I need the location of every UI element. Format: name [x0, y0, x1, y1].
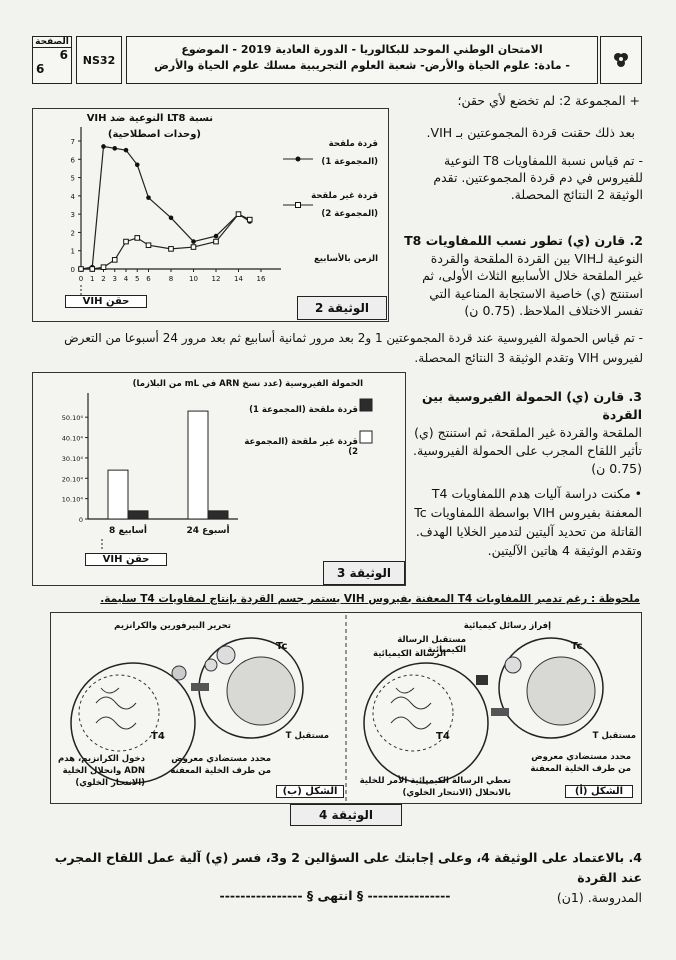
tcr-contact-a [491, 708, 509, 716]
b-antigen-line1: محدد مستضادي معروض [171, 754, 271, 764]
b-enter-line2: ADN وانحلال الخلية [62, 766, 145, 776]
a-chem-label: الرسالة الكيميائية [373, 649, 446, 659]
y-tick-label: 6 [70, 156, 75, 165]
page-num: 6 [59, 48, 68, 62]
question-2 [398, 232, 643, 320]
y-tick-label: 0 [70, 266, 75, 274]
header-line1: الامتحان الوطني الموحد للبكالوريا - الدورة العادية 2019 - الموضوع [181, 43, 543, 56]
document-4 [50, 612, 642, 804]
tc-nucleus-a [527, 657, 595, 725]
dna-strands-a [391, 688, 431, 729]
a-antigen-line2: من طرف الخلية المعفنة [530, 764, 631, 774]
q2-line4: استنتج (ي) خاصية الاستجابة المناعية التي [429, 285, 643, 301]
b-enter-label [53, 753, 145, 789]
mech-line2: المعفنة بفيروس VIH بواسطة اللمفاويات Tc [414, 505, 642, 520]
y-tick-label: 0 [78, 516, 83, 524]
bar-g2 [108, 470, 128, 519]
point-g1 [214, 234, 219, 239]
header-line2: - مادة: علوم الحياة والأرض- شعبة العلوم التجريبية مسلك علوم الحياة والأرض [154, 59, 570, 72]
legend-box-g2 [360, 431, 372, 443]
a-antigen-label [501, 751, 631, 775]
a-give-line1: تعطي الرسالة الكيميائية الأمر للخلية [359, 776, 511, 786]
y-tick-label: 7 [70, 138, 75, 146]
q2-line3: غير الملقحة خلال الأسابيع الثلاث الأولى، ثم [422, 268, 643, 283]
bar-g1 [208, 511, 228, 519]
granule-b2 [205, 659, 217, 671]
doc2-ylabel1: نسبة LT8 النوعية ضد VIH [86, 113, 213, 124]
viral-load-line1: - تم قياس الحمولة الفيروسية عند قردة المجموعتين 1 و2 بعد مرور ثمانية أسابيع ثم بعد مرور 24 أسبوعا من التعرض [64, 331, 643, 345]
q2-line5: تفسر الاختلاف الملاحظ. (0.75 ن) [464, 303, 643, 318]
point-g1 [135, 162, 140, 167]
mechanism-text [410, 484, 642, 560]
fig-b-label: الشكل (ب) [276, 785, 344, 798]
x-tick-label: 2 [101, 275, 106, 283]
point-g2 [214, 239, 219, 244]
x-tick-label: 5 [135, 275, 140, 283]
a-secrete-label: إفراز رسائل كيميائية [463, 621, 551, 631]
bar-g1 [128, 511, 148, 519]
doc2-label: الوثيقة 2 [297, 296, 387, 320]
b-release-label: تحرير البيرفورين والكرانزيم [114, 621, 231, 631]
q3-line3: تأثير اللقاح المجرب على الحمولة الفيروسية. [413, 443, 642, 458]
granule-b1 [217, 646, 235, 664]
x-tick-label: 12 [211, 275, 221, 283]
y-tick-label: 2 [70, 229, 75, 238]
a-antigen-line1: محدد مستضادي معروض [531, 752, 631, 762]
end-text: ---------------- § انتهى § ---------------- [219, 888, 451, 903]
x-tick-label: 0 [78, 275, 84, 283]
document-2 [32, 108, 389, 322]
series-line-1 [81, 146, 250, 269]
q3-line1: 3. قارن (ي) الحمولة الفيروسية بين القردة [422, 389, 642, 422]
point-g2 [191, 245, 196, 250]
point-g1 [169, 216, 174, 221]
doc3-injection: حقن VIH [85, 553, 167, 566]
x-tick-label: 1 [90, 275, 95, 283]
b-enter-line1: دخول الكرانزيم، هدم [58, 754, 145, 764]
point-g1 [112, 146, 117, 151]
doc2-injection: حقن VIH [65, 295, 147, 308]
y-tick-label: 10.10⁴ [61, 495, 83, 504]
page-label: الصفحة [33, 37, 71, 48]
doc3-legend-g2: قردة غير ملقحة (المجموعة 2) [244, 437, 358, 457]
q3-line2: الملقحة والقردة غير الملقحة، ثم استنتج (ي) [414, 425, 642, 440]
note-text: ملحوظة : رغم تدمير اللمفاويات T4 المعفنة بفيروس VIH يستمر جسم القردة بإنتاج لمفاويات T4 سليمة. [100, 593, 640, 605]
point-g1 [101, 144, 106, 149]
b-antigen-line2: من طرف الخلية المعفنة [170, 766, 271, 776]
header-title-box [126, 36, 598, 84]
t4-cell-a [364, 663, 488, 783]
b-antigen-label [161, 753, 271, 777]
x-tick-label: 3 [112, 275, 117, 283]
point-g2 [247, 217, 252, 222]
point-g2 [79, 267, 84, 272]
point-g2 [90, 267, 95, 272]
doc4-tc-b: Tc [276, 641, 288, 652]
doc3-label: الوثيقة 3 [323, 561, 405, 585]
mech-line1: • مكنت دراسة آليات هدم اللمفاويات T4 [431, 486, 642, 501]
point-g2 [124, 239, 129, 244]
point-g1 [146, 195, 151, 200]
a-chem-rec-label: مستقبل الرسالة الكيميائية [397, 635, 466, 655]
doc3-legend-g1: قردة ملقحة (المجموعة 1) [249, 405, 358, 415]
viral-load-line2: لفيروس VIH وتقدم الوثيقة 3 النتائج المحصلة. [414, 351, 643, 365]
point-g2 [236, 212, 241, 217]
x-tick-label: 16 [256, 275, 266, 283]
q2-line2: النوعية لـVIH بين القردة الملقحة والقردة [430, 250, 643, 266]
x-tick-label: 14 [234, 275, 243, 283]
exam-code-box [76, 36, 122, 84]
tcr-contact-b [191, 683, 209, 691]
chem-message-a [505, 657, 521, 673]
page-total: 6 [36, 62, 45, 76]
legend-box-g1 [360, 399, 372, 411]
point-g2 [112, 258, 117, 263]
x-tick-label: 10 [189, 275, 198, 283]
point-g2 [135, 236, 140, 241]
document-3 [32, 372, 406, 586]
doc4-t4-a: T4 [436, 731, 450, 742]
y-tick-label: 50.10⁴ [61, 414, 83, 423]
y-tick-label: 20.10⁴ [61, 475, 83, 484]
doc4-t4-b: T4 [151, 731, 165, 742]
y-tick-label: 40.10⁴ [61, 434, 83, 443]
tc-nucleus-b [227, 657, 295, 725]
doc4-label: الوثيقة 4 [290, 804, 402, 826]
q4-line2: المدروسة. (1ن) [556, 890, 642, 905]
doc4-tc-a: Tc [571, 641, 583, 652]
q3-line4: (0.75 ن) [591, 461, 642, 476]
b-enter-line3: (الانتحار الخلوي) [75, 778, 145, 788]
emblem-icon [610, 49, 632, 71]
t4-nucleus-b [79, 675, 159, 751]
dna-strands-b [96, 688, 136, 729]
series-line-2 [81, 214, 250, 269]
doc2-legend-g1: قردة ملقحة [328, 139, 378, 149]
q4-line1: 4. بالاعتماد على الوثيقة 4، وعلى إجابتك على السؤالين 2 و3، فسر (ي) آلية عمل اللقاح المجرب عند القردة [54, 850, 642, 885]
bar-g2 [188, 411, 208, 519]
category-label: 8 أسابيع [109, 526, 147, 536]
x-tick-label: 8 [168, 275, 174, 283]
doc2-legend-g2b: (المجموعة 2) [321, 209, 378, 219]
doc2-xlabel: الزمن بالأسابيع [314, 254, 378, 264]
y-tick-label: 4 [70, 192, 75, 201]
doc2-legend-g2: قردة غير ملقحة [311, 191, 378, 201]
emblem-box [600, 36, 642, 84]
mech-line4: وتقدم الوثيقة 4 هاتين الآليتين. [487, 543, 642, 558]
question-3 [410, 388, 642, 478]
group2-text: + المجموعة 2: لم تخضع لأي حقن؛ [457, 93, 640, 108]
category-label: 24 أسبوع [186, 526, 230, 536]
point-g2 [146, 243, 151, 248]
doc2-ylabel2: (وحدات اصطلاحية) [107, 129, 201, 140]
doc2-legend-g1b: (المجموعة 1) [321, 157, 378, 167]
y-tick-label: 1 [70, 247, 75, 256]
x-tick-label: 6 [146, 275, 151, 283]
perforin-pore-b [172, 666, 186, 680]
x-tick-label: 4 [123, 275, 129, 283]
y-tick-label: 5 [70, 174, 75, 183]
measure-t8-text: - تم قياس نسبة اللمفاويات T8 النوعية للفيروس في دم قردة المجموعتين. تقدم الوثيقة 2 النتائج المحصلة. [433, 153, 643, 202]
doc3-title: الحمولة الفيروسية (عدد نسخ ARN في mL من البلازما) [132, 379, 363, 389]
point-g1 [124, 148, 129, 153]
b-receptor-label: مستقبل T [285, 731, 329, 741]
legend-marker-g2 [296, 203, 301, 208]
exam-code: NS32 [82, 53, 116, 67]
mech-line3: القاتلة من تحديد آليتين لتدمير الخلايا الهدف. [415, 524, 642, 539]
fig-a-label: الشكل (أ) [565, 785, 633, 798]
y-tick-label: 3 [70, 211, 75, 220]
a-give-label [351, 775, 511, 799]
point-g2 [169, 247, 174, 252]
chem-receptor-a [476, 675, 488, 685]
point-g1 [191, 239, 196, 244]
after-injection-text: بعد ذلك حقنت قردة المجموعتين بـ VIH. [426, 125, 635, 140]
point-g2 [101, 265, 106, 270]
a-give-line2: بالانحلال (الانتحار الخلوي) [402, 788, 511, 798]
q2-line1: 2. قارن (ي) تطور نسب اللمفاويات T8 [404, 233, 643, 248]
a-receptor-label: مستقبل T [592, 731, 636, 741]
y-tick-label: 30.10⁴ [61, 454, 83, 463]
page-number-box [32, 36, 72, 84]
